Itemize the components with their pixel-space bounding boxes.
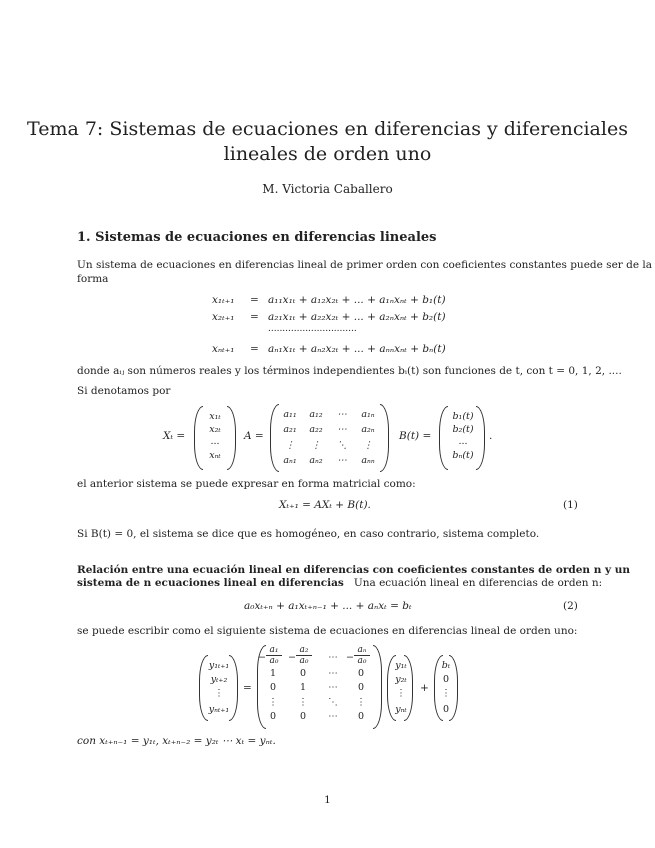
y-entry: y₁ₜ₊₁ [208,660,230,671]
author: M. Victoria Caballero [262,182,393,196]
companion-fraction [354,645,370,666]
matrix-a-cell: a₁₂ [309,409,323,420]
companion-matrix-cell: 0 [357,668,365,679]
intro-line-1: Un sistema de ecuaciones en diferencias lineal de primer orden con coeficientes constantes puede ser de la [77,259,653,271]
matrix-a-cell: a₂₁ [283,424,297,435]
system-eq-sign: = [243,682,252,694]
companion-matrix-cell: ⋮ [298,697,308,708]
relacion-heading-line-2: sistema de n ecuaciones lineal en diferencias [77,577,344,589]
matrix-a-cell: ⋱ [337,440,347,451]
matrix-a-cell: a₂ₙ [361,424,375,435]
companion-matrix-cell: 0 [357,682,365,693]
companion-matrix-cell: 1 [299,682,307,693]
equation-1-number: (1) [563,499,578,511]
xt-label: Xₜ = [163,430,186,442]
matrix-a-cell: ⋯ [337,409,347,420]
equation-1: Xₜ₊₁ = AXₜ + B(t). [279,499,371,511]
companion-matrix-cell: ⋯ [328,668,338,679]
fraction-denominator: a₀ [296,655,312,666]
companion-matrix-cell: 0 [269,682,277,693]
equation-2-number: (2) [563,600,578,612]
system-row1-rhs: a₁₁x₁ₜ + a₁₂x₂ₜ + ... + a₁ₙxₙₜ + b₁(t) [268,294,446,306]
matrix-a-cell: a₁ₙ [361,409,375,420]
minus-sign: − [288,652,296,663]
intro-line-2: forma [77,273,109,285]
yt-entry: y₂ₜ [395,674,407,685]
matrix-a-cell: ⋮ [285,440,295,451]
bt-entry: bₙ(t) [452,450,474,461]
companion-fraction [296,645,312,666]
page-number: 1 [324,794,331,806]
relacion-line-2 [77,576,602,590]
relacion-heading-line-1: Relación entre una ecuación lineal en diferencias con coeficientes constantes de orden n y un [77,564,631,576]
system-row4-eq: = [250,343,259,355]
system-plus-sign: + [420,682,429,694]
anterior-text: el anterior sistema se puede expresar en forma matricial como: [77,478,416,490]
xt-entry: x₂ₜ [209,424,221,435]
system-row2-lhs: x₂ₜ₊₁ [212,311,235,323]
con-text: con xₜ₊ₙ₋₁ = y₁ₜ, xₜ₊ₙ₋₂ = y₂ₜ ⋯ xₜ = yₙₜ. [77,735,276,747]
system-dots: ............................... [268,324,357,334]
fraction-numerator: a₂ [299,645,309,655]
matrix-a-cell: aₙ₂ [309,455,323,466]
companion-matrix-cell: ⋮ [356,697,366,708]
companion-matrix-cell: 1 [269,668,277,679]
title-line-2: lineales de orden uno [223,143,432,165]
companion-matrix-cell: ⋯ [328,682,338,693]
equation-2: a₀xₜ₊ₙ + a₁xₜ₊ₙ₋₁ + ... + aₙxₜ = bₜ [244,600,412,612]
system-row1-lhs: x₁ₜ₊₁ [212,294,235,306]
xt-entry: xₙₜ [209,450,221,461]
companion-matrix-cell: 0 [299,668,307,679]
matrix-a-cell: ⋯ [337,455,347,466]
homogeneo-text: Si B(t) = 0, el sistema se dice que es homogéneo, en caso contrario, sistema completo. [77,528,540,540]
matrix-a-cell: ⋯ [337,424,347,435]
companion-fraction [266,645,282,666]
matrix-a-cell: a₁₁ [283,409,297,420]
system-row4-lhs: xₙₜ₊₁ [212,343,235,355]
system-row4-rhs: aₙ₁x₁ₜ + aₙ₂x₂ₜ + ... + aₙₙxₙₜ + bₙ(t) [268,343,446,355]
fraction-numerator: a₁ [269,645,279,655]
companion-matrix-cell: 0 [299,711,307,722]
bt-label: B(t) = [399,430,432,442]
xt-entry: x₁ₜ [209,411,221,422]
xt-entry: ... [210,436,220,447]
y-entry: yₙₜ₊₁ [208,704,230,715]
matrix-a-cell: a₂₂ [309,424,323,435]
m-right-paren [373,645,382,729]
companion-matrix-cell: ⋱ [328,697,338,708]
bt-entry: b₂(t) [452,424,474,435]
fraction-numerator: aₙ [357,645,367,655]
yt-entry: ⋮ [396,688,406,699]
matrices-period: . [489,430,493,442]
fraction-denominator: a₀ [266,655,282,666]
y-entry: ⋮ [214,688,224,699]
title-line-1: Tema 7: Sistemas de ecuaciones en diferencias y diferenciales [27,118,628,140]
matrix-a-cell: aₙₙ [361,455,375,466]
bt-entry: b₁(t) [452,411,474,422]
companion-matrix-cell: 0 [269,711,277,722]
yt-entry: y₁ₜ [395,660,407,671]
system-row2-rhs: a₂₁x₁ₜ + a₂₂x₂ₜ + ... + a₂ₙxₙₜ + b₂(t) [268,311,446,323]
minus-sign: − [258,652,266,663]
matrix-a-cell: ⋮ [363,440,373,451]
companion-matrix-cell: ⋯ [328,652,338,663]
relacion-intro: Una ecuación lineal en diferencias de orden n: [353,577,603,589]
system-row2-eq: = [250,311,259,323]
donde-text: donde aᵢⱼ son números reales y los términos independientes bᵢ(t) son funciones de t, con t = 0, 1, 2, .... [77,365,622,377]
matrix-a-cell: ⋮ [311,440,321,451]
se-puede-text: se puede escribir como el siguiente sistema de ecuaciones en diferencias lineal de orden uno: [77,625,578,637]
a-label: A = [244,430,264,442]
minus-sign: − [346,652,354,663]
companion-matrix-cell: ⋮ [268,697,278,708]
bv-entry: bₜ [441,660,451,671]
fraction-denominator: a₀ [354,655,370,666]
si-denotamos: Si denotamos por [77,385,171,397]
companion-matrix-cell: 0 [357,711,365,722]
bv-entry: 0 [442,704,450,715]
bt-entry: ... [458,436,468,447]
companion-matrix-cell: ⋯ [328,711,338,722]
y-entry: yₜ₊₂ [210,674,228,685]
bv-entry: ⋮ [441,688,451,699]
matrix-a-cell: aₙ₁ [283,455,297,466]
bv-entry: 0 [442,674,450,685]
system-row1-eq: = [250,294,259,306]
section-heading: 1. Sistemas de ecuaciones en diferencias lineales [77,230,437,245]
yt-entry: yₙₜ [395,704,407,715]
